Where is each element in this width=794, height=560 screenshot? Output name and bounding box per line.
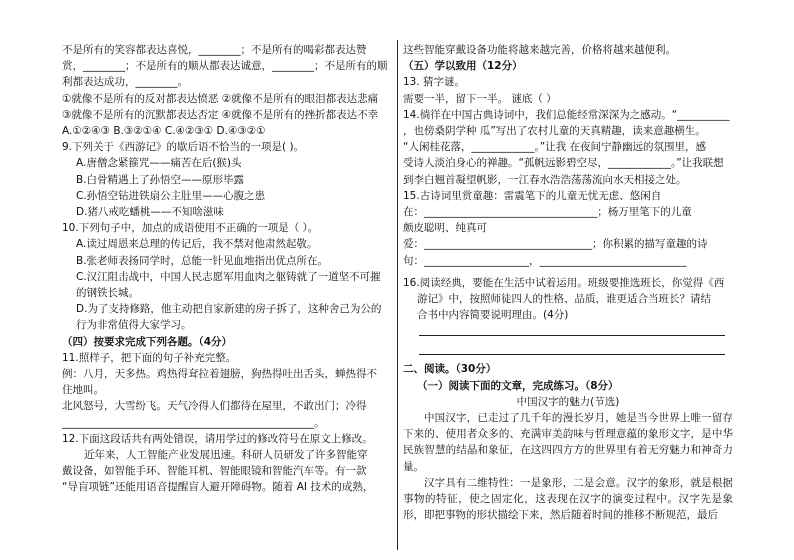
option-a: A.唐僧念紧箍咒——痛苦在后(猴)头 — [76, 157, 242, 170]
left-column — [62, 42, 392, 496]
text-line: 例：八月，天多热。鸡热得耷拉着翅膀，狗热得吐出舌头，蝉热得不 — [62, 368, 377, 381]
question-12 — [62, 431, 392, 496]
text-line: 爱：________________________________；你积累的描写童趣的诗 — [403, 238, 708, 251]
question-9 — [62, 139, 392, 220]
text-line: ，也傍桑阴学种 瓜”写出了农村儿童的天真精趣，读来意趣横生。 — [403, 125, 706, 138]
option-c-cont: 的钢铁长城。 — [76, 287, 139, 300]
question-16 — [403, 275, 733, 356]
q8-options — [62, 91, 392, 140]
question-stem: 9.下列关于《西游记》的歇后语不恰当的一项是( )。 — [62, 141, 305, 154]
question-stem: 13. 猜字谜。 — [403, 76, 466, 89]
option-b: B.张老师表扬同学时，总能一针见血地指出优点所在。 — [76, 254, 329, 267]
question-stem: 12.下面这段话共有两处错误，请用学过的修改符号在原文上修改。 — [62, 432, 373, 445]
text-line: 北风怒号，大雪纷飞。天气冷得人们都待在屋里，不敢出门；冷得 — [62, 400, 367, 413]
question-10 — [62, 220, 392, 333]
article-title: 中国汉字的魅力(节选) — [516, 395, 620, 408]
right-column — [403, 42, 733, 523]
question-stem: 16.阅读经典，要能在生活中试着运用。班级要推选班长，你觉得《西 — [403, 276, 725, 289]
question-stem: 14.徜徉在中国古典诗词中，我们总能经常深深为之感动。“__________ — [403, 108, 730, 121]
text-line: 句：____________________，____________________________ — [403, 254, 687, 267]
q8-continuation — [62, 42, 392, 91]
answer-line[interactable] — [419, 342, 725, 355]
option-d: D.猪八戒吃蟠桃——不知啥滋味 — [76, 206, 224, 219]
text-line: 需要一半，留下一半。 谜底（ ） — [403, 92, 557, 105]
question-15 — [403, 188, 733, 269]
text-line: 利都表达成功，________。 — [62, 76, 188, 89]
column-divider — [397, 40, 398, 550]
answer-line[interactable] — [419, 323, 725, 336]
text-line: 住地叫。 — [62, 384, 104, 397]
question-stem: 10.下列句子中，加点的成语使用不正确的一项是（ ）。 — [62, 222, 319, 235]
q12-continuation: 这些智能穿戴设备功能将越来越完善，价格将越来越便利。 — [403, 44, 676, 56]
option-line: A.①②④③ B.③②①④ C.④②③① D.④③②① — [62, 125, 266, 138]
text-line: 游记》中，按照师徒四人的性格、品质，谁更适合当班长？请结 — [417, 293, 711, 306]
question-14 — [403, 107, 733, 188]
text-line: 在：_________________________________；杨万里笔下的儿童 — [403, 206, 692, 219]
article-paragraph: 汉字具有二维特性：一是象形，二是会意。汉字的象形，就是根据事物的特征，使之固定化，这表现在汉字的演变过程中。汉字先是象形，即把事物的形状描绘下来，然后随着时间的推移不断规范，最后 — [403, 476, 733, 522]
text-line: 颇皮聪明、纯真可 — [403, 222, 487, 235]
text-line: 到李白翘首凝望帆影，一江春水浩浩荡荡流向水天相接之处。 — [403, 173, 687, 186]
text-line: 合书中内容简要说明理由。(4分) — [417, 309, 569, 322]
question-stem: 15.古诗词里赏童趣：雷震笔下的儿童无忧无虑、悠闲自 — [403, 189, 662, 202]
section-2-title: 二、阅读。（30分） — [403, 363, 497, 376]
text-line: 戴设备，如智能手环、智能耳机、智能眼镜和智能汽车等。有一款 — [62, 465, 367, 478]
option-b: B.白骨精遇上了孙悟空——原形毕露 — [76, 173, 245, 186]
text-line: 赏，________；不是所有的顺从都表达诚意，________；不是所有的顺 — [62, 60, 388, 73]
option-line: ③就像不是所有的沉默都表达否定 ④就像不是所有的挫折都表达不幸 — [62, 108, 379, 121]
option-c: C.孙悟空钻进铁扇公主肚里——心腹之患 — [76, 189, 266, 202]
text-line: “人闲桂花落，____________。”让我 在夜间宁静幽远的氛围里，感 — [403, 141, 706, 154]
section-5-title: （五）学以致用（12分） — [403, 60, 523, 73]
section-4-title: （四）按要求完成下列各题。（4分） — [62, 335, 233, 348]
text-line: “导盲项链”还能用语音提醒盲人避开障碍物。随着 AI 技术的成熟， — [62, 481, 374, 494]
text-line: 近年来，人工智能产业发展迅速。科研人员研发了许多智能穿 — [84, 449, 368, 462]
question-11 — [62, 350, 392, 431]
option-line: ①就像不是所有的反对都表达愤恶 ②就像不是所有的眼泪都表达悲痛 — [62, 92, 379, 105]
question-stem: 11.照样子，把下面的句子补充完整。 — [62, 351, 237, 364]
option-d: D.为了支持修路，他主动把自家新建的房子拆了，这种舍己为公的 — [76, 303, 382, 316]
text-line: 受诗人淡泊身心的禅趣。“孤帆远影碧空尽，____________。”让我联想 — [403, 157, 724, 170]
option-d-cont: 行为非常值得大家学习。 — [76, 319, 192, 332]
option-c: C.汉江阻击战中，中国人民志愿军用血肉之躯铸就了一道坚不可摧 — [76, 270, 381, 283]
reading-subtitle: （一）阅读下面的文章，完成练习。（8分） — [417, 379, 619, 392]
option-a: A.读过周恩来总理的传记后，我不禁对他肃然起敬。 — [76, 238, 318, 251]
question-13 — [403, 74, 733, 106]
text-line: 不是所有的笑容都表达喜悦，________；不是所有的喝彩都表达赞 — [62, 44, 367, 56]
answer-blank: ________________________________________________。 — [62, 416, 325, 429]
article-paragraph: 中国汉字，已走过了几千年的漫长岁月，她是当今世界上唯一留存下来的、使用者众多的、充满审美韵味与哲理意蕴的象形文字，是中华民族智慧的结晶和象征，在这四四方方的世界里有着无穷魅力和神奇力量。 — [403, 412, 733, 473]
